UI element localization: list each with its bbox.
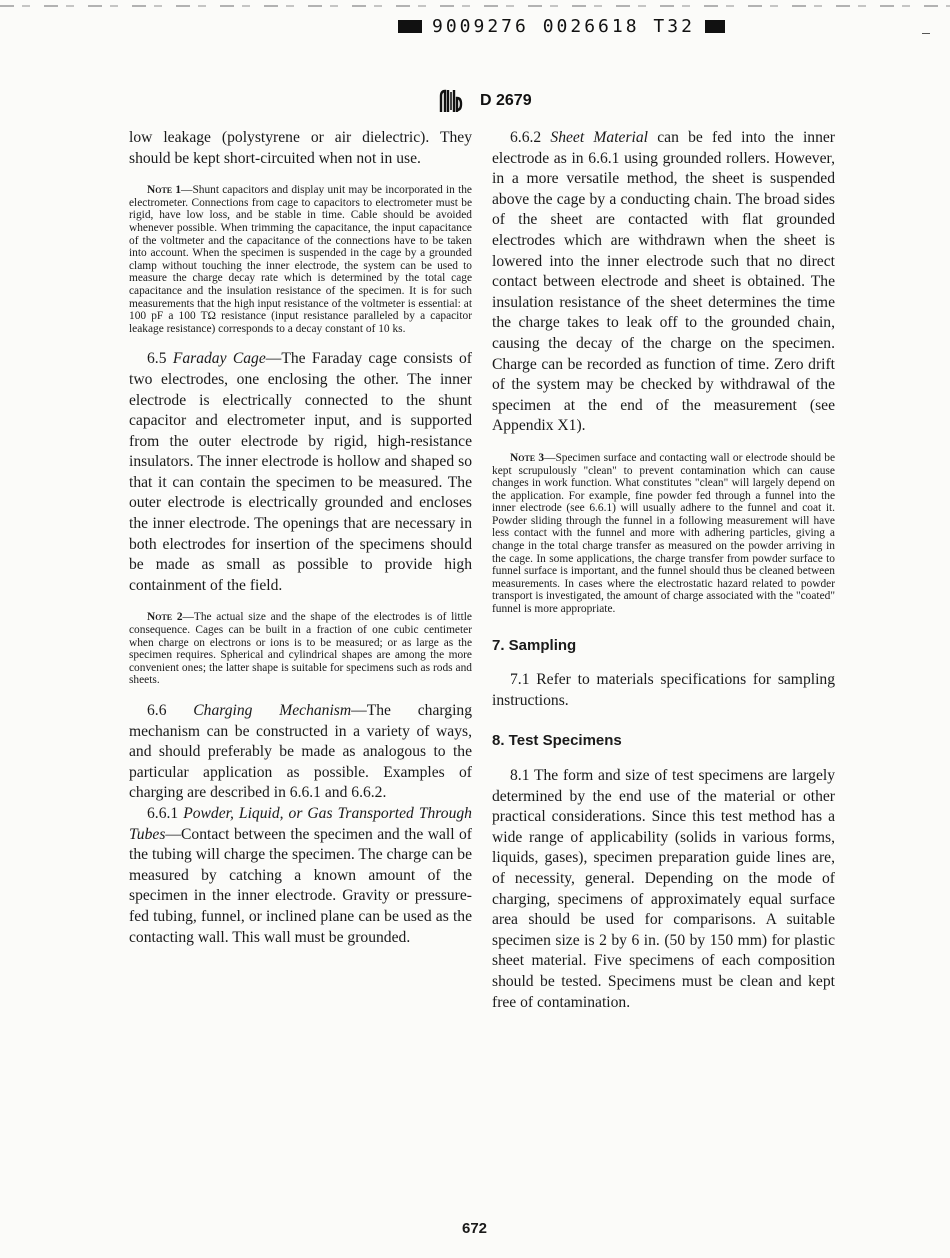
section-6-6-2-number: 6.6.2: [510, 129, 542, 146]
section-6-6-1-number: 6.6.1: [147, 804, 179, 822]
note-1-label: Note 1: [147, 184, 182, 197]
designation: D 2679: [480, 92, 532, 109]
section-6-5-title: Faraday Cage: [172, 350, 266, 368]
heading-test-specimens: 8. Test Specimens: [492, 732, 622, 750]
page-header: [438, 88, 532, 114]
scan-block-right: [705, 20, 725, 33]
note-3-text: —Specimen surface and contacting wall or electrode should be kept scrupulously "clean" to prevent contamination which can cause changes in work function. What constitutes "clean" will largely depend on the application. For example, fine powder fed through a funnel into the inner electrode (see 6.6.1) will usually adhere to the funnel and coat it. Powder sliding through the funnel in a following measurement will have less contact with the funnel and more with adhering particles, giving a change in the total charge transfer as measured on the powder arriving in the cage. In some applications, the charge transfer from powder surface to funnel surface is important, and the funnel should thus be cleaned between measurements. In cases where the electrostatic hazard related to powder transport is investigated, the amount of charge associated with the "coated" funnel is more appropriate.: [492, 451, 835, 616]
section-6-6-title: Charging Mechanism: [193, 702, 352, 719]
section-6-6-1-title: Powder, Liquid, or Gas Transported Through Tubes: [129, 804, 472, 843]
note-3-label: Note 3: [510, 451, 545, 464]
note-3: [492, 452, 835, 616]
heading-sampling: 7. Sampling: [492, 636, 577, 654]
note-2-text: —The actual size and the shape of the electrodes is of little consequence. Cages can be built in a fraction of one cubic centimeter when charge on electrons or ions is to be measured; or as large as the specimen requires. Spherical and cylindrical shapes are among the more convenient ones; the latter shape is suitable for specimens such as rods and sheets.: [129, 611, 472, 687]
paragraph-intro: low leakage (polystyrene or air dielectric). They should be kept short-circuited when not in use.: [129, 129, 472, 167]
section-6-5-text: —The Faraday cage consists of two electrodes, one enclosing the other. The inner electrode is electrically connected to the shunt capacitor and electrometer input, and is supported from the outer electrode by rigid, high-resistance insulators. The inner electrode is hollow and shaped so that it can contain the specimen to be measured. The outer electrode is electrically grounded and encloses the inner electrode. The openings that are necessary in both electrodes for insertion of the specimens should be made as small as possible to provide high containment of the field.: [129, 350, 472, 594]
section-8-1: 8.1 The form and size of test specimens are largely determined by the end use of the material or other practical considerations. Since this test method has a wide range of applicability (solids in various forms, liquids, gases), specimen preparation guide lines are, of necessity, general. Depending on the mode of charging, specimens of approximately equal surface area should be used for comparisons. A suitable specimen size is 2 by 6 in. (50 by 150 mm) for plastic sheet material. Five specimens of each composition should be tested. Specimens must be clean and kept free of contamination.: [492, 767, 835, 1011]
section-6-6-number: 6.6: [147, 702, 167, 719]
right-column: [492, 128, 835, 1013]
note-2: [129, 611, 472, 687]
note-1: [129, 184, 472, 335]
margin-mark: [922, 33, 930, 34]
left-column: [129, 128, 472, 948]
section-6-6-2: [492, 128, 835, 437]
section-6-5-number: 6.5: [147, 350, 167, 368]
note-2-label: Note 2: [147, 611, 183, 624]
page-number: 672: [462, 1220, 488, 1237]
scan-code-row: [398, 16, 725, 36]
section-6-6: [129, 701, 472, 804]
section-6-6-1: [129, 804, 472, 948]
section-7-1: 7.1 Refer to materials specifications for sampling instructions.: [492, 671, 835, 709]
scan-block-left: [398, 20, 422, 33]
section-6-6-text: —The charging mechanism can be constructed in a variety of ways, and should preferably be made as analogous to the particular application as possible. Examples of charging are described in 6.6.1 and 6.6.2.: [129, 702, 472, 802]
astm-logo-icon: [438, 88, 464, 114]
section-6-6-2-title: Sheet Material: [550, 129, 648, 146]
section-6-6-1-text: —Contact between the specimen and the wall of the tubing will charge the specimen. The charge can be measured by catching a known amount of the specimen in the inner electrode. Gravity or pressure-fed tubing, funnel, or inclined plane can be used as the contacting wall. This wall must be grounded.: [129, 825, 472, 946]
section-6-5: [129, 349, 472, 596]
scan-code: 9009276 0026618 T32: [432, 15, 695, 37]
note-1-text: —Shunt capacitors and display unit may be incorporated in the electrometer. Connections from cage to capacitors to electrometer must be rigid, have low loss, and be stable in time. Cable should be avoided whenever possible. When trimming the capacitance, the input capacitance of the voltmeter and the capacitance of the connections have to be taken into account. When the specimen is suspended in the cage by a grounded clamp without touching the inner electrode, the system can be used to measure the charge decay rate which is determined by the total cage capacitance and the insulation resistance of the specimen. It is for such measurements that the high input resistance of the voltmeter is essential: at 100 pF a 100 TΩ resistance (input resistance paralleled by a capacitor leakage resistance) corresponds to a decay constant of 10 ks.: [129, 184, 472, 335]
section-6-6-2-text: can be fed into the inner electrode as in 6.6.1 using grounded rollers. However, in a more versatile method, the sheet is suspended above the cage by a conducting chain. The broad sides of the sheet are contacted with flat grounded electrodes which are withdrawn when the sheet is lowered into the inner electrode such that no direct contact between electrode and sheet is obtained. The insulation resistance of the sheet determines the time the charge takes to leak off to the grounded chain, causing the decay of the charge on the specimen. Charge can be recorded as function of time. Zero drift of the system may be checked by withdrawal of the specimen at the end of the measurement (see Appendix X1).: [492, 129, 835, 435]
scan-noise-line: [0, 5, 950, 7]
